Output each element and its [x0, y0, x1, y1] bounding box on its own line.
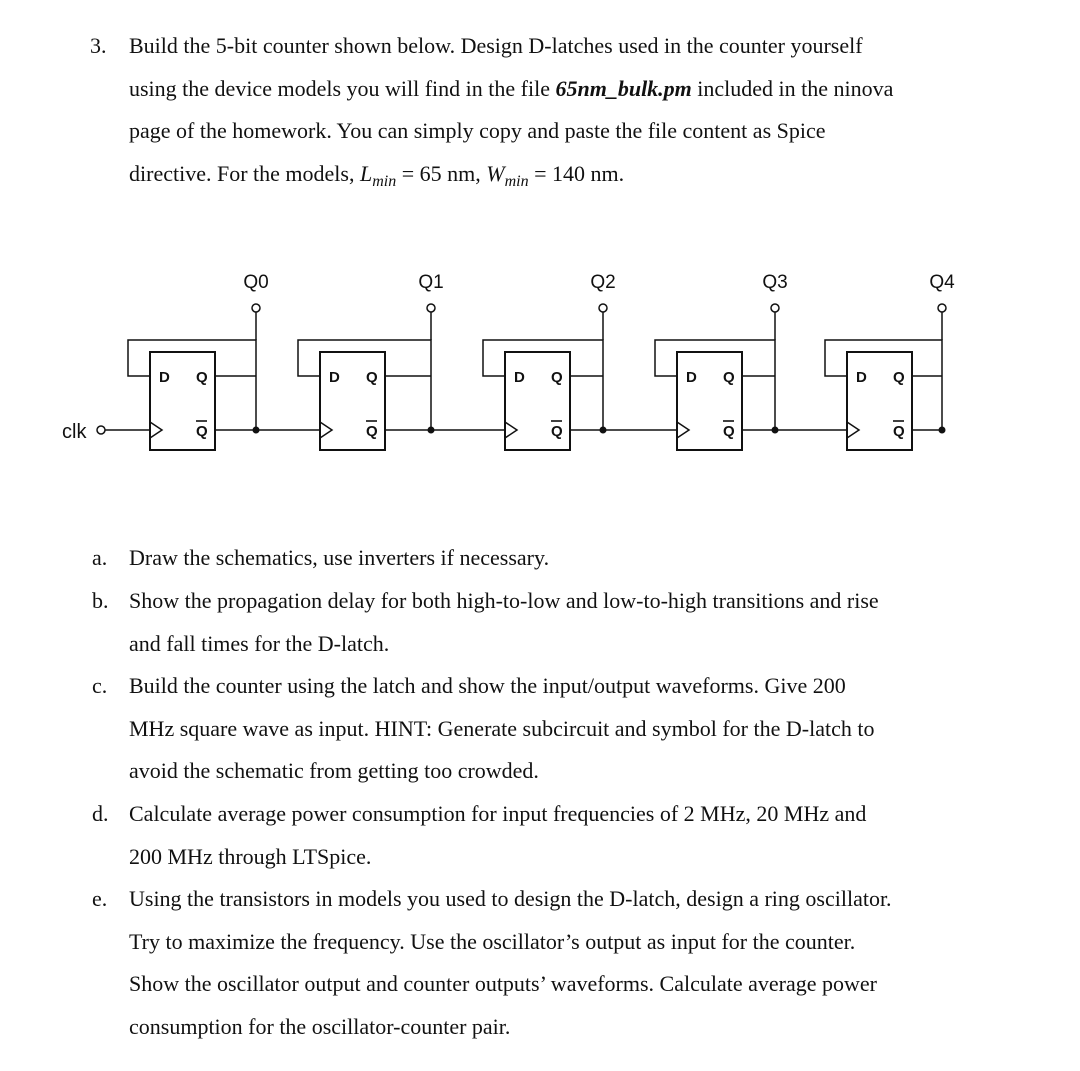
clk-label: clk — [62, 421, 87, 443]
part-line: and fall times for the D-latch. — [129, 630, 390, 656]
lmin-symbol: $L_{min}$ — [359, 160, 397, 190]
clock-triangle — [320, 422, 332, 438]
output-label-q3: Q3 — [762, 272, 788, 293]
pin-d-label: D — [329, 369, 340, 386]
part-line: Build the counter using the latch and show the input/output waveforms. Give 200 — [129, 673, 846, 698]
output-label-q1: Q1 — [418, 272, 444, 293]
output-terminal — [771, 304, 779, 312]
part-letter: a. — [92, 545, 108, 570]
problem-statement — [129, 25, 893, 195]
part-line: Draw the schematics, use inverters if necessary. — [129, 545, 550, 570]
wmin-symbol: $W_{min}$ — [486, 160, 529, 190]
statement-line: using the device models you will find in the file 65nm_bulk.pm included in the ninova — [129, 75, 894, 101]
feedback-wire — [483, 340, 603, 430]
statement-line: page of the homework. You can simply copy and paste the file content as Spice — [129, 118, 826, 143]
feedback-wire — [825, 340, 942, 430]
statement-line: directive. For the models, $L_{min} = 65$ nm, $W_{min} = 140$ nm. — [129, 160, 625, 190]
pin-qbar-label: Q — [551, 423, 563, 440]
pin-q-label: Q — [893, 369, 905, 386]
part-text — [129, 580, 879, 665]
pin-q-label: Q — [551, 369, 563, 386]
feedback-wire — [655, 340, 775, 430]
part-line: MHz square wave as input. HINT: Generate subcircuit and symbol for the D-latch to — [129, 715, 875, 741]
clock-triangle — [505, 422, 517, 438]
part-line: 200 MHz through LTSpice. — [129, 843, 372, 869]
pin-q-label: Q — [196, 369, 208, 386]
part-text — [129, 665, 874, 793]
pin-d-label: D — [159, 369, 170, 386]
part-text — [129, 793, 866, 878]
feedback-wire — [298, 340, 431, 430]
part-line: Calculate average power consumption for input frequencies of 2 MHz, 20 MHz and — [129, 801, 867, 826]
clock-triangle — [150, 422, 162, 438]
output-label-q4: Q4 — [929, 272, 955, 293]
part-line: Show the propagation delay for both high-to-low and low-to-high transitions and rise — [129, 588, 879, 613]
output-label-q2: Q2 — [590, 272, 616, 293]
output-terminal — [599, 304, 607, 312]
part-letter: c. — [92, 673, 108, 698]
pin-q-label: Q — [723, 369, 735, 386]
clock-triangle — [847, 422, 859, 438]
part-line: Try to maximize the frequency. Use the oscillator’s output as input for the counter. — [129, 928, 856, 954]
part-line: consumption for the oscillator-counter pair. — [129, 1013, 511, 1039]
pin-d-label: D — [686, 369, 697, 386]
statement-line: Build the 5-bit counter shown below. Design D-latches used in the counter yourself — [129, 33, 863, 58]
output-terminal — [427, 304, 435, 312]
output-terminal — [938, 304, 946, 312]
problem-number: 3. — [90, 33, 107, 58]
part-text — [129, 878, 892, 1048]
pin-qbar-label: Q — [723, 423, 735, 440]
pin-d-label: D — [856, 369, 867, 386]
part-line: Using the transistors in models you used to design the D-latch, design a ring oscillator. — [129, 886, 892, 911]
counter-schematic — [0, 260, 1080, 460]
part-line: Show the oscillator output and counter outputs’ waveforms. Calculate average power — [129, 971, 877, 996]
output-terminal — [252, 304, 260, 312]
clk-terminal — [97, 426, 105, 434]
part-line: avoid the schematic from getting too crowded. — [129, 758, 539, 783]
part-letter: d. — [92, 801, 109, 826]
feedback-wire — [128, 340, 256, 430]
pin-d-label: D — [514, 369, 525, 386]
pin-q-label: Q — [366, 369, 378, 386]
output-label-q0: Q0 — [243, 272, 269, 293]
part-letter: e. — [92, 886, 108, 911]
part-text — [129, 537, 549, 580]
part-letter: b. — [92, 588, 109, 613]
pin-qbar-label: Q — [893, 423, 905, 440]
pin-qbar-label: Q — [366, 423, 378, 440]
clock-triangle — [677, 422, 689, 438]
model-filename: 65nm_bulk.pm — [555, 75, 692, 101]
pin-qbar-label: Q — [196, 423, 208, 440]
